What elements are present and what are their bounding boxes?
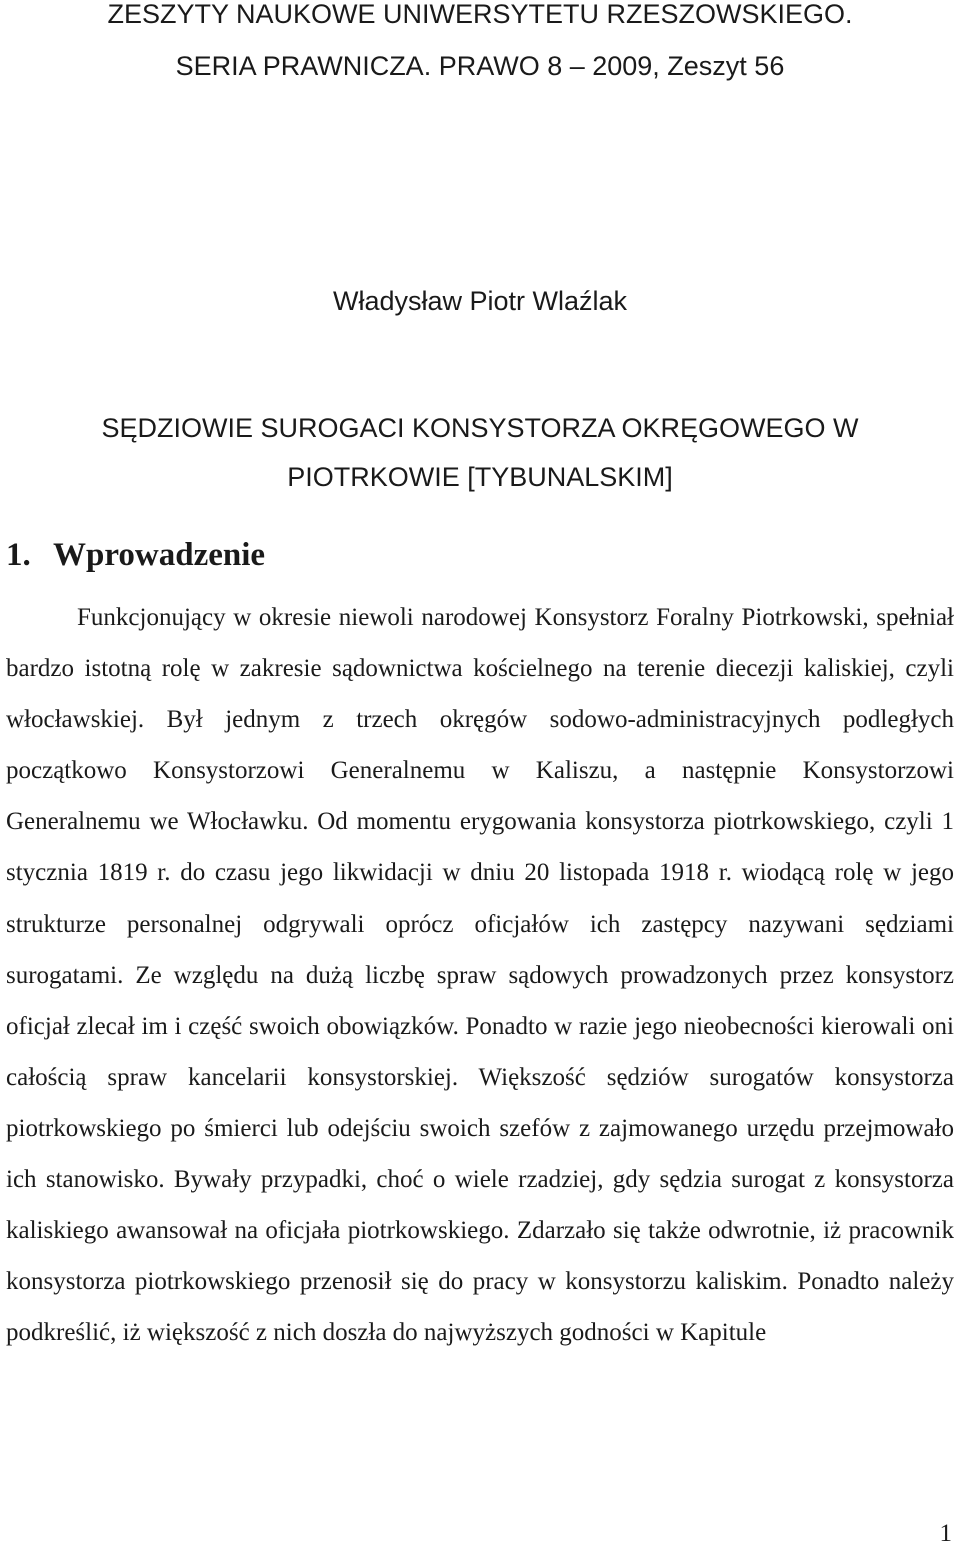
page-number: 1	[939, 1520, 952, 1547]
section-heading	[6, 537, 265, 574]
section-number: 1.	[6, 537, 31, 573]
article-title	[0, 404, 960, 502]
journal-header-line-2: SERIA PRAWNICZA. PRAWO 8 – 2009, Zeszyt 56	[175, 51, 785, 81]
journal-header-line-1: ZESZYTY NAUKOWE UNIWERSYTETU RZESZOWSKIEGO.	[107, 0, 853, 29]
section-heading-text: Wprowadzenie	[53, 537, 266, 573]
journal-header	[0, 0, 960, 92]
article-title-line-1: SĘDZIOWIE SUROGACI KONSYSTORZA OKRĘGOWEGO W	[101, 413, 859, 443]
body-paragraph: Funkcjonujący w okresie niewoli narodowej Konsystorz Foralny Piotrkowski, spełniał bardzo istotną rolę w zakresie sądownictwa kościelnego na terenie diecezji kaliskiej, czyli włocławskiej. Był jednym z trzech okręgów sodowo-administracyjnych podległych początkowo Konsystorzowi Generalnemu w Kaliszu, a następnie Konsystorzowi Generalnemu we Włocławku. Od momentu erygowania konsystorza piotrkowskiego, czyli 1 stycznia 1819 r. do czasu jego likwidacji w dniu 20 listopada 1918 r. wiodącą rolę w jego strukturze personalnej odgrywali oprócz oficjałów ich zastępcy nazywani sędziami surogatami. Ze względu na dużą liczbę spraw sądowych prowadzonych przez konsystorz oficjał zlecał im i część swoich obowiązków. Ponadto w razie jego nieobecności kierowali oni całością spraw kancelarii konsystorskiej. Większość sędziów surogatów konsystorza piotrkowskiego po śmierci lub odejściu swoich szefów z zajmowanego urzędu przejmowało ich stanowisko. Bywały przypadki, choć o wiele rzadziej, gdy sędzia surogat z konsystorza kaliskiego awansował na oficjała piotrkowskiego. Zdarzało się także odwrotnie, iż pracownik konsystorza piotrkowskiego przenosił się do pracy w konsystorzu kaliskim. Ponadto należy podkreślić, iż większość z nich doszła do najwyższych godności w Kapitule	[6, 604, 954, 1347]
article-title-line-2: PIOTRKOWIE [TYBUNALSKIM]	[287, 462, 673, 492]
author-name: Władysław Piotr Wlaźlak	[332, 286, 628, 316]
